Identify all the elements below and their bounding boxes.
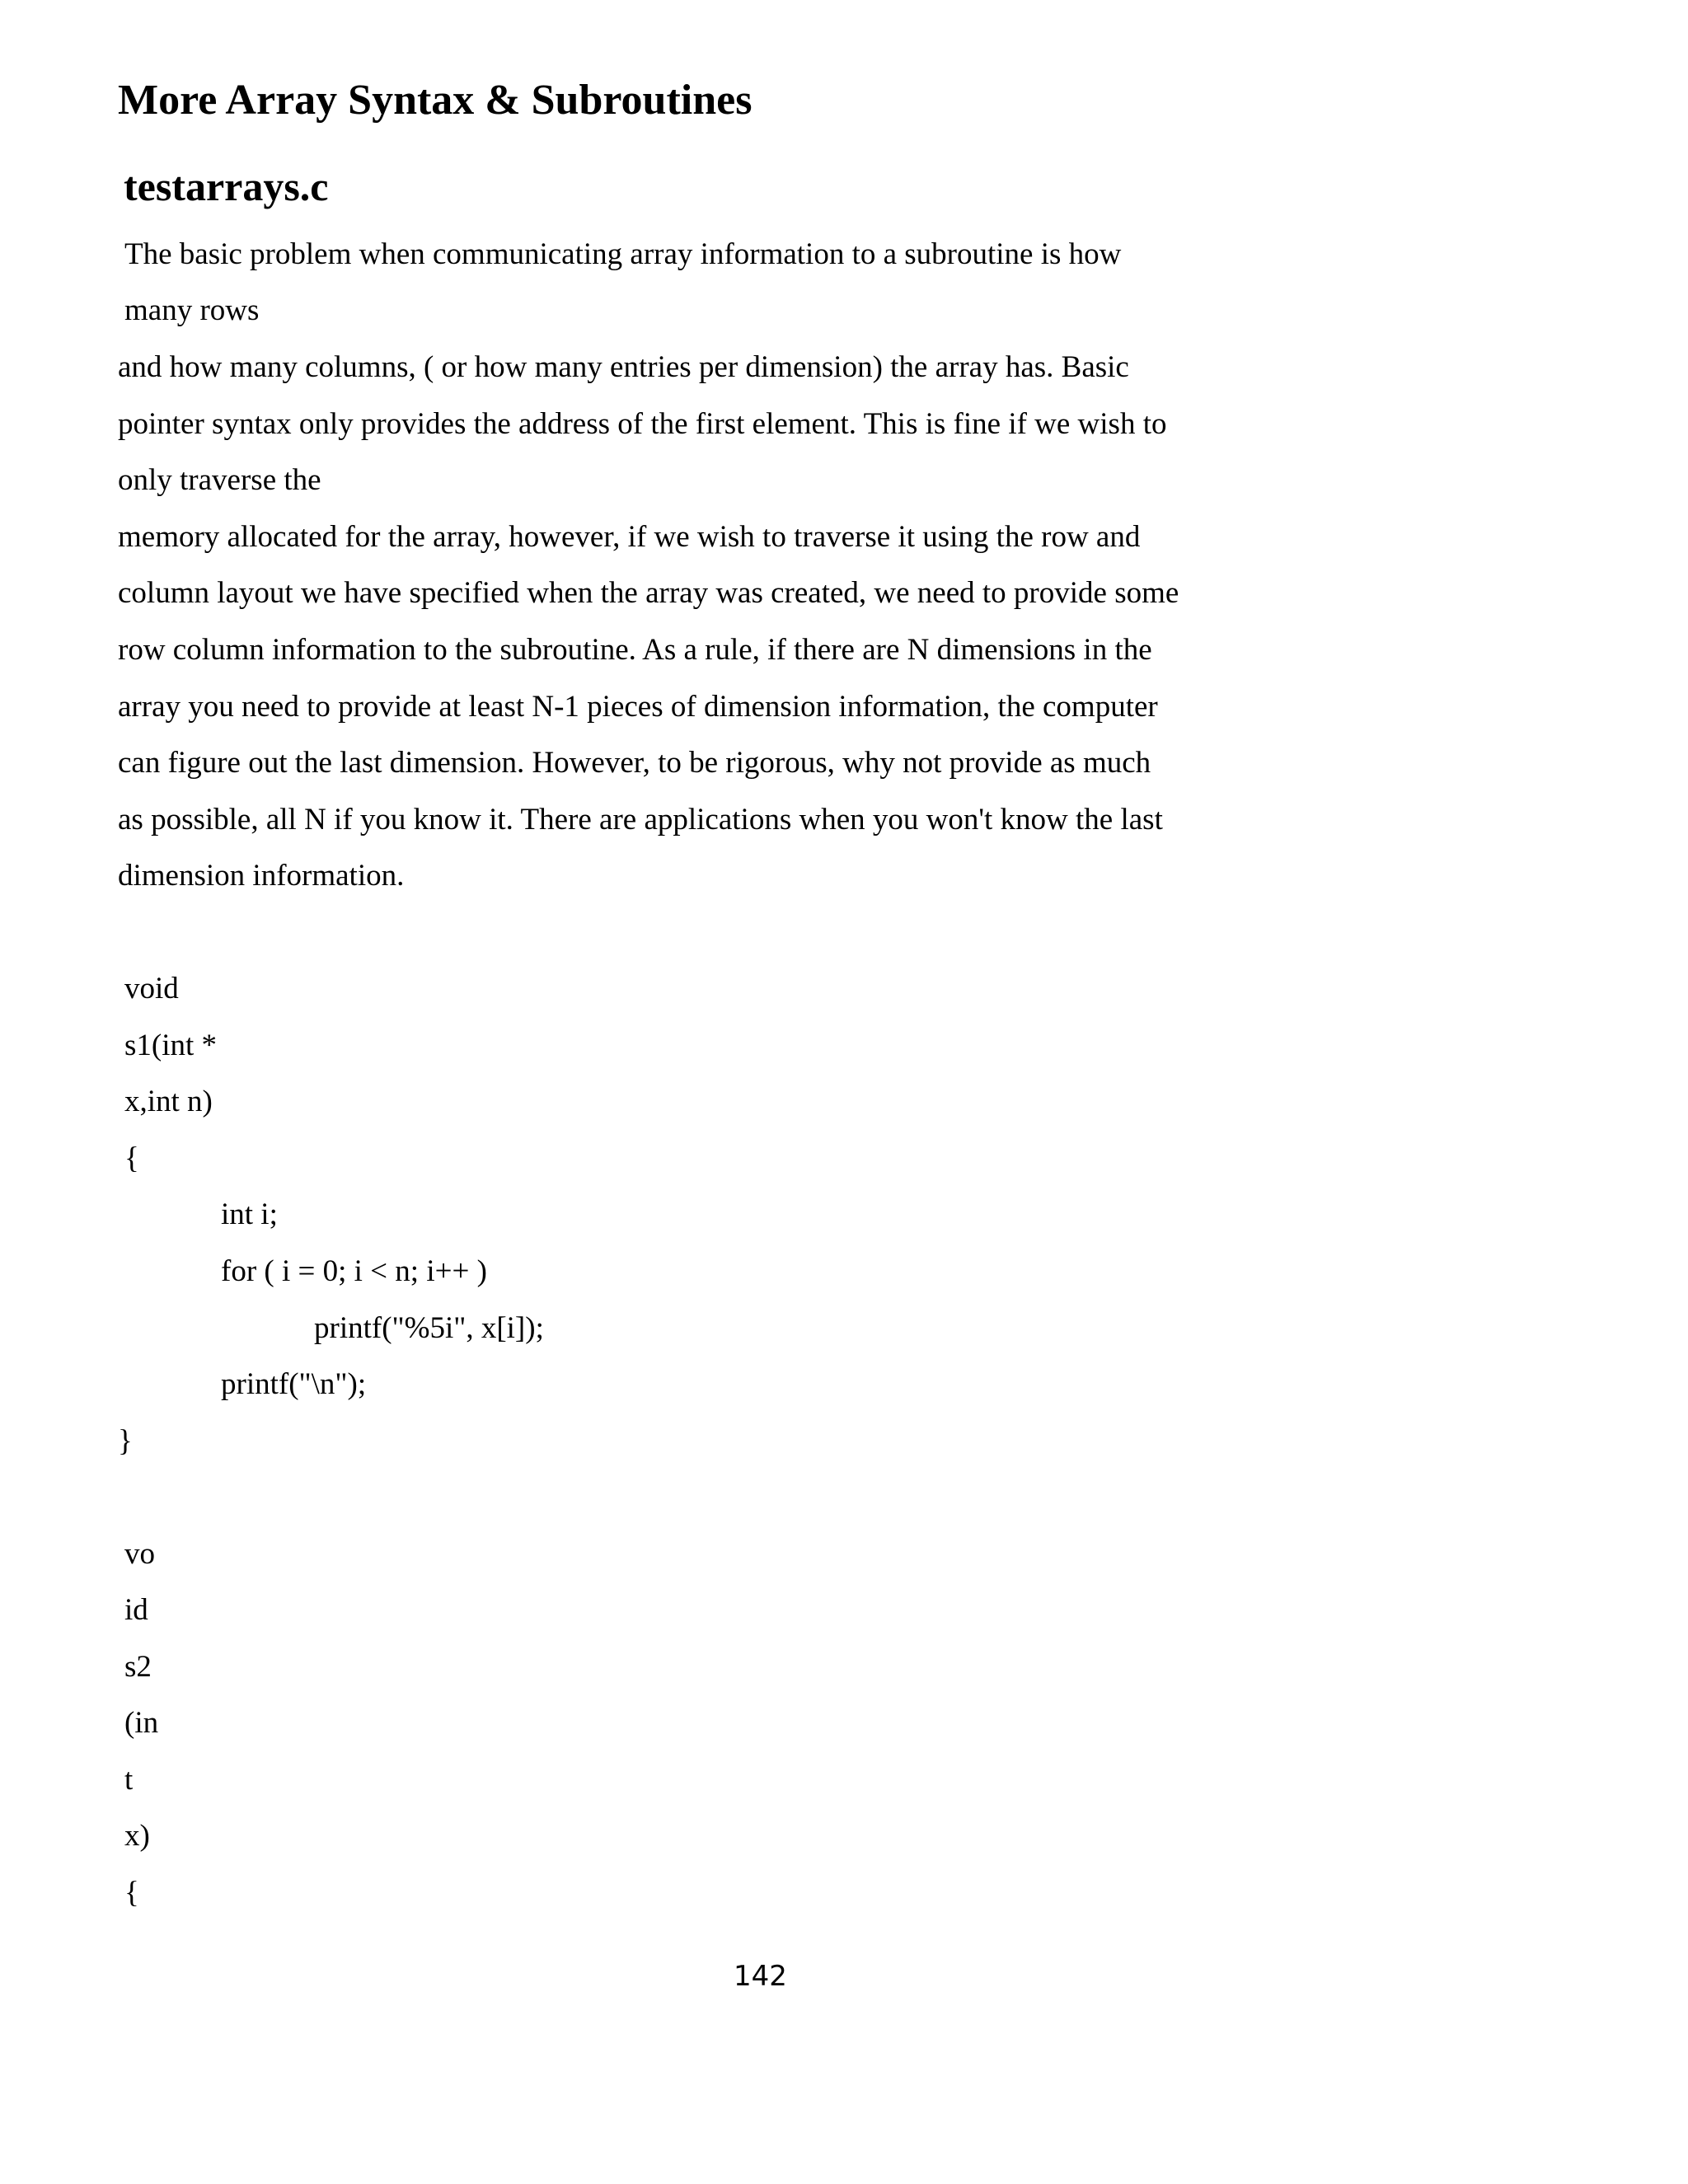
- paragraph-line: row column information to the subroutine. As a rule, if there are N dimensions in the: [118, 633, 1152, 667]
- code-line: void: [124, 972, 179, 1005]
- paragraph-line: The basic problem when communicating array information to a subroutine is how: [124, 237, 1122, 271]
- paragraph-line: and how many columns, ( or how many entries per dimension) the array has. Basic: [118, 350, 1129, 384]
- paragraph-line: many rows: [124, 293, 260, 327]
- code-line: id: [124, 1593, 148, 1627]
- paragraph-line: pointer syntax only provides the address of the first element. This is fine if we wish to: [118, 407, 1167, 441]
- paragraph-line: array you need to provide at least N-1 pieces of dimension information, the computer: [118, 690, 1158, 724]
- code-line: s2: [124, 1650, 152, 1684]
- paragraph-line: column layout we have specified when the array was created, we need to provide some: [118, 576, 1179, 610]
- code-line: x): [124, 1819, 150, 1853]
- code-line: int i;: [221, 1197, 278, 1231]
- code-line: (in: [124, 1706, 159, 1740]
- code-line: }: [118, 1424, 133, 1458]
- code-line: for ( i = 0; i < n; i++ ): [221, 1254, 487, 1288]
- paragraph-line: can figure out the last dimension. However, to be rigorous, why not provide as much: [118, 746, 1151, 780]
- code-line: t: [124, 1763, 134, 1797]
- page-number: 142: [734, 1960, 787, 1993]
- paragraph-line: dimension information.: [118, 859, 405, 893]
- paragraph-line: only traverse the: [118, 463, 321, 497]
- code-line: s1(int *: [124, 1029, 218, 1062]
- code-line: {: [124, 1876, 139, 1910]
- code-line: printf("\n");: [221, 1367, 367, 1401]
- paragraph-line: memory allocated for the array, however, if we wish to traverse it using the row and: [118, 520, 1141, 554]
- file-name-subheading: testarrays.c: [124, 163, 329, 209]
- code-line: vo: [124, 1537, 155, 1571]
- code-line: {: [124, 1141, 139, 1175]
- page-heading: More Array Syntax & Subroutines: [118, 77, 753, 124]
- code-line: printf("%5i", x[i]);: [314, 1311, 544, 1345]
- paragraph-line: as possible, all N if you know it. There are applications when you won't know the last: [118, 803, 1163, 837]
- code-line: x,int n): [124, 1085, 213, 1118]
